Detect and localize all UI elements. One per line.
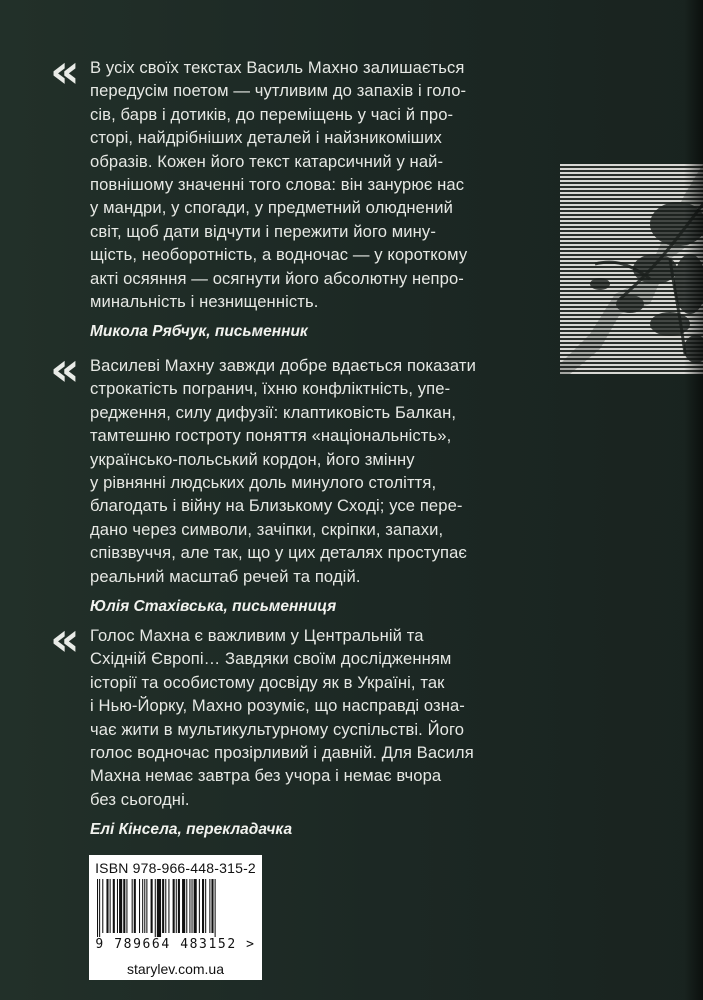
quote-author: Елі Кінсела, перекладачка <box>90 821 293 839</box>
barcode-digits: 9 789664 483152 > <box>95 937 256 952</box>
quote-text: В усіх своїх текстах Василь Махно залишається передусім поетом — чутливим до запахів і голо- сів, барв і дотиків, до переміщень у часі й про- сторі, найдрібніших деталей і найзникоміших образів. Кожен його текст катарсичний у най- повнішому значенні того слова: він занурює нас у мандри, у спогади, у предметний олюднений світ, щоб дати відчути і пережити його мину- щість, необоротність, а водночас — у короткому акті осяяння — осягнути його абсолютну непро- минальність і незнищенність. <box>90 58 468 312</box>
isbn-number: ISBN 978-966-448-315-2 <box>95 860 256 876</box>
barcode-panel <box>89 855 262 958</box>
spine-shadow <box>684 0 703 1000</box>
barcode-icon <box>95 879 256 937</box>
publisher-website-panel <box>89 958 262 980</box>
opening-quote-mark: « <box>50 342 76 396</box>
opening-quote-mark: « <box>50 612 76 666</box>
branches-illustration <box>560 164 703 374</box>
quote-block-3 <box>50 612 560 839</box>
quote-author: Юлія Стахівська, письменниця <box>90 598 337 616</box>
quote-text: Василеві Махну завжди добре вдається показати строкатість погранич, їхню конфліктність, упе- редження, силу дифузії: клаптиковість Балкан, тамтешню гостроту поняття «національність», українсько-польський кордон, його змінну у рівнянні людських доль минулого століття, благодать і війну на Близькому Сході; усе пере- дано через символи, зачіпки, скріпки, запахи, співзвуччя, але так, що у цих деталях проступає реальний масштаб речей та подій. <box>90 356 476 586</box>
quote-block-2 <box>50 342 560 616</box>
quote-text: Голос Махна є важливим у Центральній та Східній Європі… Завдяки своїм дослідженням історії та особистому досвіду як в Україні, так і Нью-Йорку, Махно розуміє, що насправді озна- чає жити в мультикультурному суспільстві. Його голос водночас прозірливий і давній. Для Василя Махна немає завтра без учора і немає вчора без сьогодні. <box>90 626 474 809</box>
quote-block-1 <box>50 44 560 341</box>
quote-author: Микола Рябчук, письменник <box>90 323 308 341</box>
publisher-website: starylev.com.ua <box>127 961 224 977</box>
opening-quote-mark: « <box>50 44 76 98</box>
striped-photo-fragment <box>560 164 703 374</box>
